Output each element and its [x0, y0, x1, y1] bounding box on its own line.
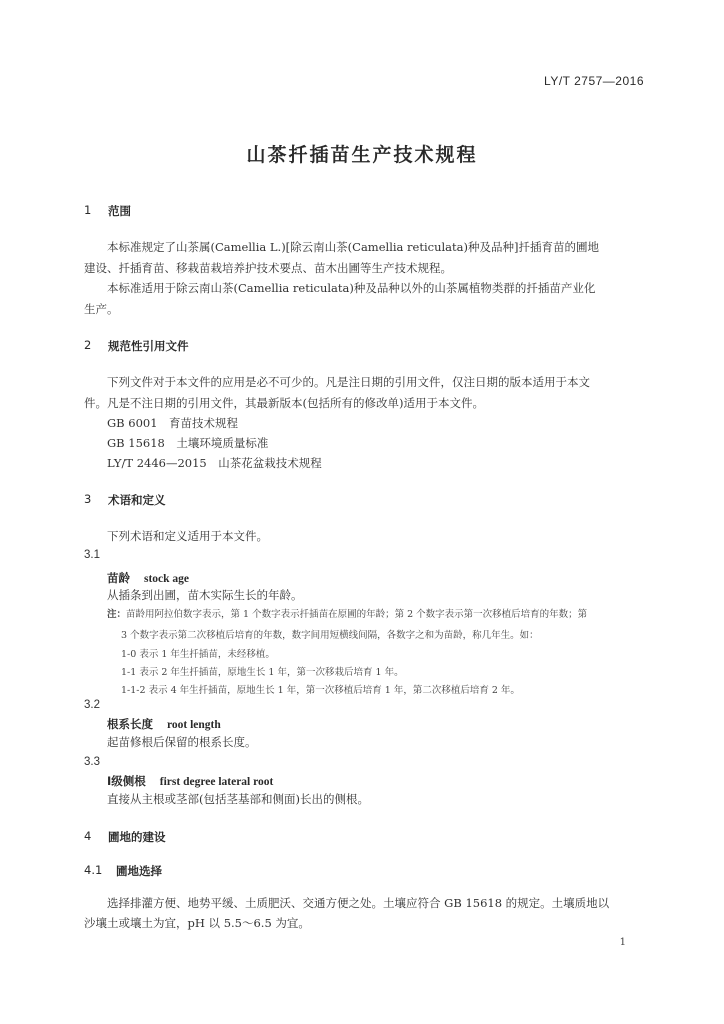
term-zh: 苗龄 — [107, 571, 130, 585]
paragraph-line: 本标准规定了山茶属(Camellia L.)[除云南山茶(Camellia reticulata)种及品种]扦插育苗的圃地 — [107, 240, 599, 254]
term-zh: 根系长度 — [107, 717, 153, 731]
section-title: 范围 — [108, 204, 131, 218]
paragraph-line: 本标准适用于除云南山茶(Camellia reticulata)种及品种以外的山茶属植物类群的扦插苗产业化 — [107, 281, 596, 295]
term-heading — [107, 570, 189, 586]
reference-item: GB 6001 育苗技术规程 — [107, 416, 239, 430]
section-number: 4 — [84, 829, 92, 843]
term-heading — [107, 773, 273, 789]
section-number: 3 — [84, 492, 92, 506]
paragraph-line: 下列术语和定义适用于本文件。 — [107, 529, 268, 543]
note-text: 苗龄用阿拉伯数字表示，第 1 个数字表示扦插苗在原圃的年龄；第 2 个数字表示第一次移植后培育的年数；第 — [126, 609, 588, 620]
section-number: 1 — [84, 203, 92, 217]
term-en: first degree lateral root — [159, 776, 274, 788]
term-en: root length — [167, 719, 221, 731]
term-zh: Ⅰ级侧根 — [107, 774, 146, 788]
term-definition: 直接从主根或茎部(包括茎基部和侧面)长出的侧根。 — [107, 792, 369, 806]
note-line: 1-0 表示 1 年生扦插苗，未经移植。 — [121, 649, 275, 660]
section-title: 规范性引用文件 — [108, 339, 189, 353]
document-title: 山茶扦插苗生产技术规程 — [246, 144, 478, 166]
term-en: stock age — [144, 573, 190, 585]
paragraph-line: 沙壤土或壤土为宜，pH 以 5.5～6.5 为宜。 — [84, 916, 310, 930]
section-number: 4.1 — [84, 863, 103, 877]
section-title: 圃地的建设 — [108, 830, 166, 844]
term-definition: 起苗修根后保留的根系长度。 — [107, 735, 257, 749]
term-number: 3.2 — [84, 699, 100, 711]
paragraph-line: 件。凡是不注日期的引用文件，其最新版本(包括所有的修改单)适用于本文件。 — [84, 396, 484, 410]
paragraph-line: 建设、扦插育苗、移栽苗栽培养护技术要点、苗木出圃等生产技术规程。 — [84, 261, 452, 275]
note-line: 1-1 表示 2 年生扦插苗，原地生长 1 年，第一次移栽后培育 1 年。 — [121, 667, 404, 678]
section-title: 术语和定义 — [108, 493, 166, 507]
paragraph-line: 选择排灌方便、地势平缓、土质肥沃、交通方便之处。土壤应符合 GB 15618 的规定。土壤质地以 — [107, 896, 610, 910]
paragraph-line: 生产。 — [84, 302, 119, 316]
term-number: 3.1 — [84, 549, 100, 561]
term-definition: 从插条到出圃，苗木实际生长的年龄。 — [107, 588, 303, 602]
note-line: 3 个数字表示第二次移植后培育的年数，数字间用短横线间隔，各数字之和为苗龄，称几年生。如： — [121, 630, 539, 641]
section-number: 2 — [84, 338, 92, 352]
term-number: 3.3 — [84, 756, 100, 768]
reference-item: GB 15618 土壤环境质量标准 — [107, 436, 269, 450]
page-number: 1 — [619, 937, 626, 948]
note-line: 1-1-2 表示 4 年生扦插苗，原地生长 1 年，第一次移植后培育 1 年，第二次移植后培育 2 年。 — [121, 685, 520, 696]
paragraph-line: 下列文件对于本文件的应用是必不可少的。凡是注日期的引用文件，仅注日期的版本适用于本文 — [107, 375, 590, 389]
note-label: 注： — [107, 609, 127, 620]
standard-number: LY/T 2757—2016 — [544, 74, 644, 88]
reference-item: LY/T 2446—2015 山茶花盆栽技术规程 — [107, 456, 322, 470]
section-title: 圃地选择 — [116, 864, 162, 878]
note-line — [107, 606, 587, 620]
term-heading — [107, 716, 221, 732]
